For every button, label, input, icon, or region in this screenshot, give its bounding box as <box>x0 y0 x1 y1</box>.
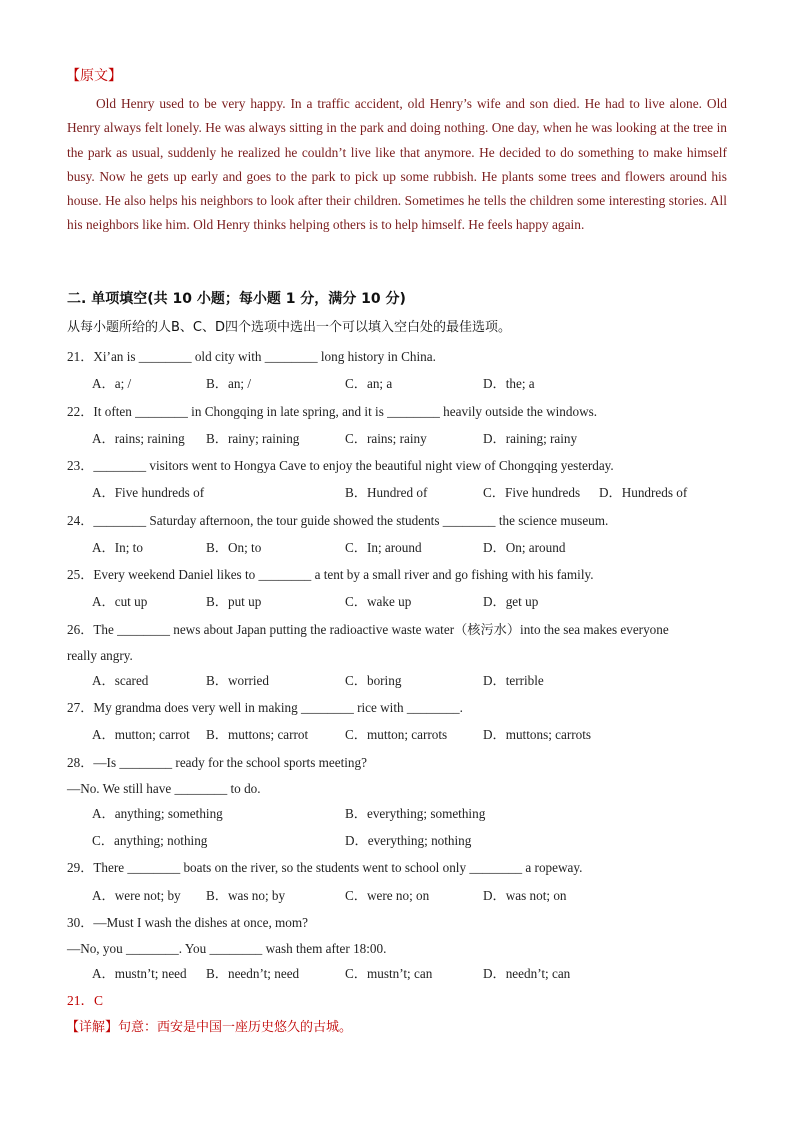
question-30-stem-continued: —No, you ________. You ________ wash them after 18:00. <box>67 941 387 956</box>
question-23-stem: 23．________ visitors went to Hongya Cave to enjoy the beautiful night view of Chongqing yesterday. <box>67 458 614 473</box>
q26-option-c[interactable]: C．boring <box>345 673 402 688</box>
question-21-stem: 21．Xi’an is ________ old city with ________ long history in China. <box>67 349 436 364</box>
q23-option-b[interactable]: B．Hundred of <box>345 485 428 500</box>
q27-option-b[interactable]: B．muttons; carrot <box>206 727 309 742</box>
q25-option-d[interactable]: D．get up <box>483 594 539 609</box>
q29-option-a[interactable]: A．were not; by <box>92 888 181 903</box>
q29-option-c[interactable]: C．were no; on <box>345 888 430 903</box>
question-30-stem: 30．—Must I wash the dishes at once, mom? <box>67 915 309 930</box>
q28-option-b[interactable]: B．everything; something <box>345 806 486 821</box>
q21-option-d[interactable]: D．the; a <box>483 376 535 391</box>
q28-option-d[interactable]: D．everything; nothing <box>345 833 472 848</box>
q29-option-b[interactable]: B．was no; by <box>206 888 286 903</box>
q23-option-a[interactable]: A．Five hundreds of <box>92 485 205 500</box>
question-28-stem: 28．—Is ________ ready for the school sports meeting? <box>67 755 367 770</box>
q23-option-d[interactable]: D．Hundreds of <box>599 485 688 500</box>
q30-option-a[interactable]: A．mustn’t; need <box>92 966 187 981</box>
question-22-stem: 22．It often ________ in Chongqing in late spring, and it is ________ heavily outside the windows. <box>67 404 598 419</box>
q24-option-a[interactable]: A．In; to <box>92 540 143 555</box>
q26-option-d[interactable]: D．terrible <box>483 673 544 688</box>
question-26-stem-continued: really angry. <box>67 648 133 663</box>
q30-option-b[interactable]: B．needn’t; need <box>206 966 300 981</box>
q27-option-a[interactable]: A．mutton; carrot <box>92 727 190 742</box>
q21-option-a[interactable]: A．a; / <box>92 376 132 391</box>
q29-option-d[interactable]: D．was not; on <box>483 888 567 903</box>
q22-option-c[interactable]: C．rains; rainy <box>345 431 427 446</box>
question-24-stem: 24．________ Saturday afternoon, the tour guide showed the students ________ the science museum. <box>67 513 609 528</box>
q23-option-c[interactable]: C．Five hundreds <box>483 485 581 500</box>
q28-option-a[interactable]: A．anything; something <box>92 806 223 821</box>
q24-option-c[interactable]: C．In; around <box>345 540 422 555</box>
q22-option-b[interactable]: B．rainy; raining <box>206 431 300 446</box>
q21-option-c[interactable]: C．an; a <box>345 376 393 391</box>
section-instruction: 从每小题所给的人B、C、D四个选项中选出一个可以填入空白处的最佳选项。 <box>67 320 512 335</box>
q27-option-d[interactable]: D．muttons; carrots <box>483 727 592 742</box>
q24-option-d[interactable]: D．On; around <box>483 540 566 555</box>
q30-option-d[interactable]: D．needn’t; can <box>483 966 571 981</box>
q26-option-a[interactable]: A．scared <box>92 673 149 688</box>
answer-detail <box>66 1018 352 1038</box>
q28-option-c[interactable]: C．anything; nothing <box>92 833 208 848</box>
q21-option-b[interactable]: B．an; / <box>206 376 252 391</box>
q25-option-c[interactable]: C．wake up <box>345 594 412 609</box>
question-28-stem-continued: —No. We still have ________ to do. <box>67 781 261 796</box>
answer-detail-text: 句意：西安是中国一座历史悠久的古城。 <box>118 1020 353 1035</box>
question-26-stem: 26．The ________ news about Japan putting the radioactive waste water（核污水）into the sea makes everyone <box>67 622 669 637</box>
q25-option-a[interactable]: A．cut up <box>92 594 148 609</box>
q25-option-b[interactable]: B．put up <box>206 594 262 609</box>
q26-option-b[interactable]: B．worried <box>206 673 269 688</box>
q22-option-d[interactable]: D．raining; rainy <box>483 431 578 446</box>
question-29-stem: 29．There ________ boats on the river, so the students went to school only ________ a ropeway. <box>67 860 583 875</box>
q22-option-a[interactable]: A．rains; raining <box>92 431 185 446</box>
question-25-stem: 25．Every weekend Daniel likes to ________ a tent by a small river and go fishing with his family. <box>67 567 594 582</box>
q27-option-c[interactable]: C．mutton; carrots <box>345 727 448 742</box>
section-title: 二. 单项填空(共 10 小题；每小题 1 分，满分 10 分) <box>67 291 406 307</box>
q30-option-c[interactable]: C．mustn’t; can <box>345 966 433 981</box>
original-passage: Old Henry used to be very happy. In a traffic accident, old Henry’s wife and son died. He had to live alone. Old Henry always felt lonely. He was always sitting in the park and doing nothing. One day, when he was looking at the tree in the park as usual, suddenly he realized he couldn’t live like that anymore. He decided to do something to make himself busy. Now he gets up early and goes to the park to pick up some rubbish. He plants some trees and flowers around his house. He also helps his neighbors to look after their children. Sometimes he tells the children some interesting stories. All his neighbors like him. Old Henry thinks helping others is to help himself. He feels happy again. <box>67 96 727 233</box>
q24-option-b[interactable]: B．On; to <box>206 540 262 555</box>
question-27-stem: 27．My grandma does very well in making ________ rice with ________. <box>67 700 463 715</box>
answer-number: 21．C <box>67 993 104 1008</box>
answer-detail-label: 【详解】 <box>66 1020 119 1035</box>
original-text-label: 【原文】 <box>66 68 122 84</box>
